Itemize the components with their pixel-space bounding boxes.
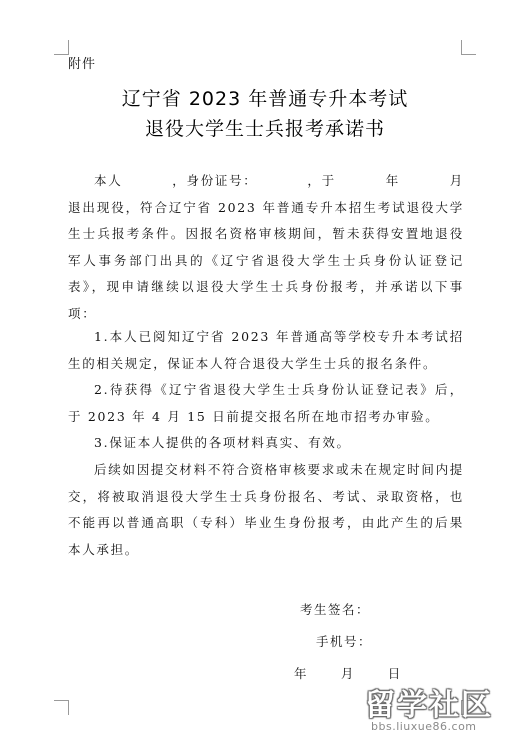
date-month: 月 <box>340 666 355 681</box>
date-year: 年 <box>294 666 309 681</box>
watermark-site: bbs.liuxue86.com <box>371 720 477 733</box>
date-day: 日 <box>387 666 402 681</box>
intro-id-number: ，身份证号： <box>172 173 258 188</box>
site-watermark <box>365 680 525 740</box>
commitment-item-2-text: 2.待获得《辽宁省退役大学生士兵身份认证登记表》后，于 2023 年 4 月 15 日前提交报名所在地市招考办审验。 <box>68 382 464 424</box>
commitment-item-3 <box>68 430 464 457</box>
intro-year: 年 <box>385 173 400 188</box>
crop-mark-bottom-left <box>54 700 69 715</box>
document-title-line-2: 退役大学生士兵报考承诺书 <box>144 118 385 140</box>
commitment-item-2 <box>68 377 464 430</box>
crop-mark-top-left <box>54 40 69 55</box>
intro-month: 月 <box>449 173 464 188</box>
commitment-item-3-text: 3.保证本人提供的各项材料真实、有效。 <box>94 435 351 450</box>
intro-self: 本人 <box>94 173 123 188</box>
attachment-label: 附件 <box>68 57 97 72</box>
document-title-line-1: 辽宁省 2023 年普通专升本考试 <box>121 88 409 110</box>
watermark-logo-text: 留学社区 <box>365 688 493 723</box>
signature-name-label: 考生签名： <box>300 602 371 617</box>
closing-paragraph <box>68 457 464 563</box>
intro-first-line <box>68 168 464 195</box>
intro-at: ，于 <box>307 173 336 188</box>
signature-phone-label: 手机号： <box>316 634 373 649</box>
commitment-item-1 <box>68 324 464 377</box>
intro-paragraph <box>68 168 464 327</box>
crop-mark-top-right <box>461 40 476 55</box>
commitment-item-1-text: 1.本人已阅知辽宁省 2023 年普通高等学校专升本考试招生的相关规定，保证本人符合退役大学生士兵的报名条件。 <box>68 329 464 371</box>
closing-text: 后续如因提交材料不符合资格审核要求或未在规定时间内提交，将被取消退役大学生士兵身份报名、考试、录取资格，也不能再以普通高职（专科）毕业生身份报考，由此产生的后果本人承担。 <box>68 462 464 557</box>
intro-text: 退出现役，符合辽宁省 2023 年普通专升本招生考试退役大学生士兵报考条件。因报名资格审核期间，暂未获得安置地退役军人事务部门出具的《辽宁省退役大学生士兵身份认证登记表》，现申请继续以退役大学生士兵身份报考，并承诺以下事项： <box>68 199 464 321</box>
